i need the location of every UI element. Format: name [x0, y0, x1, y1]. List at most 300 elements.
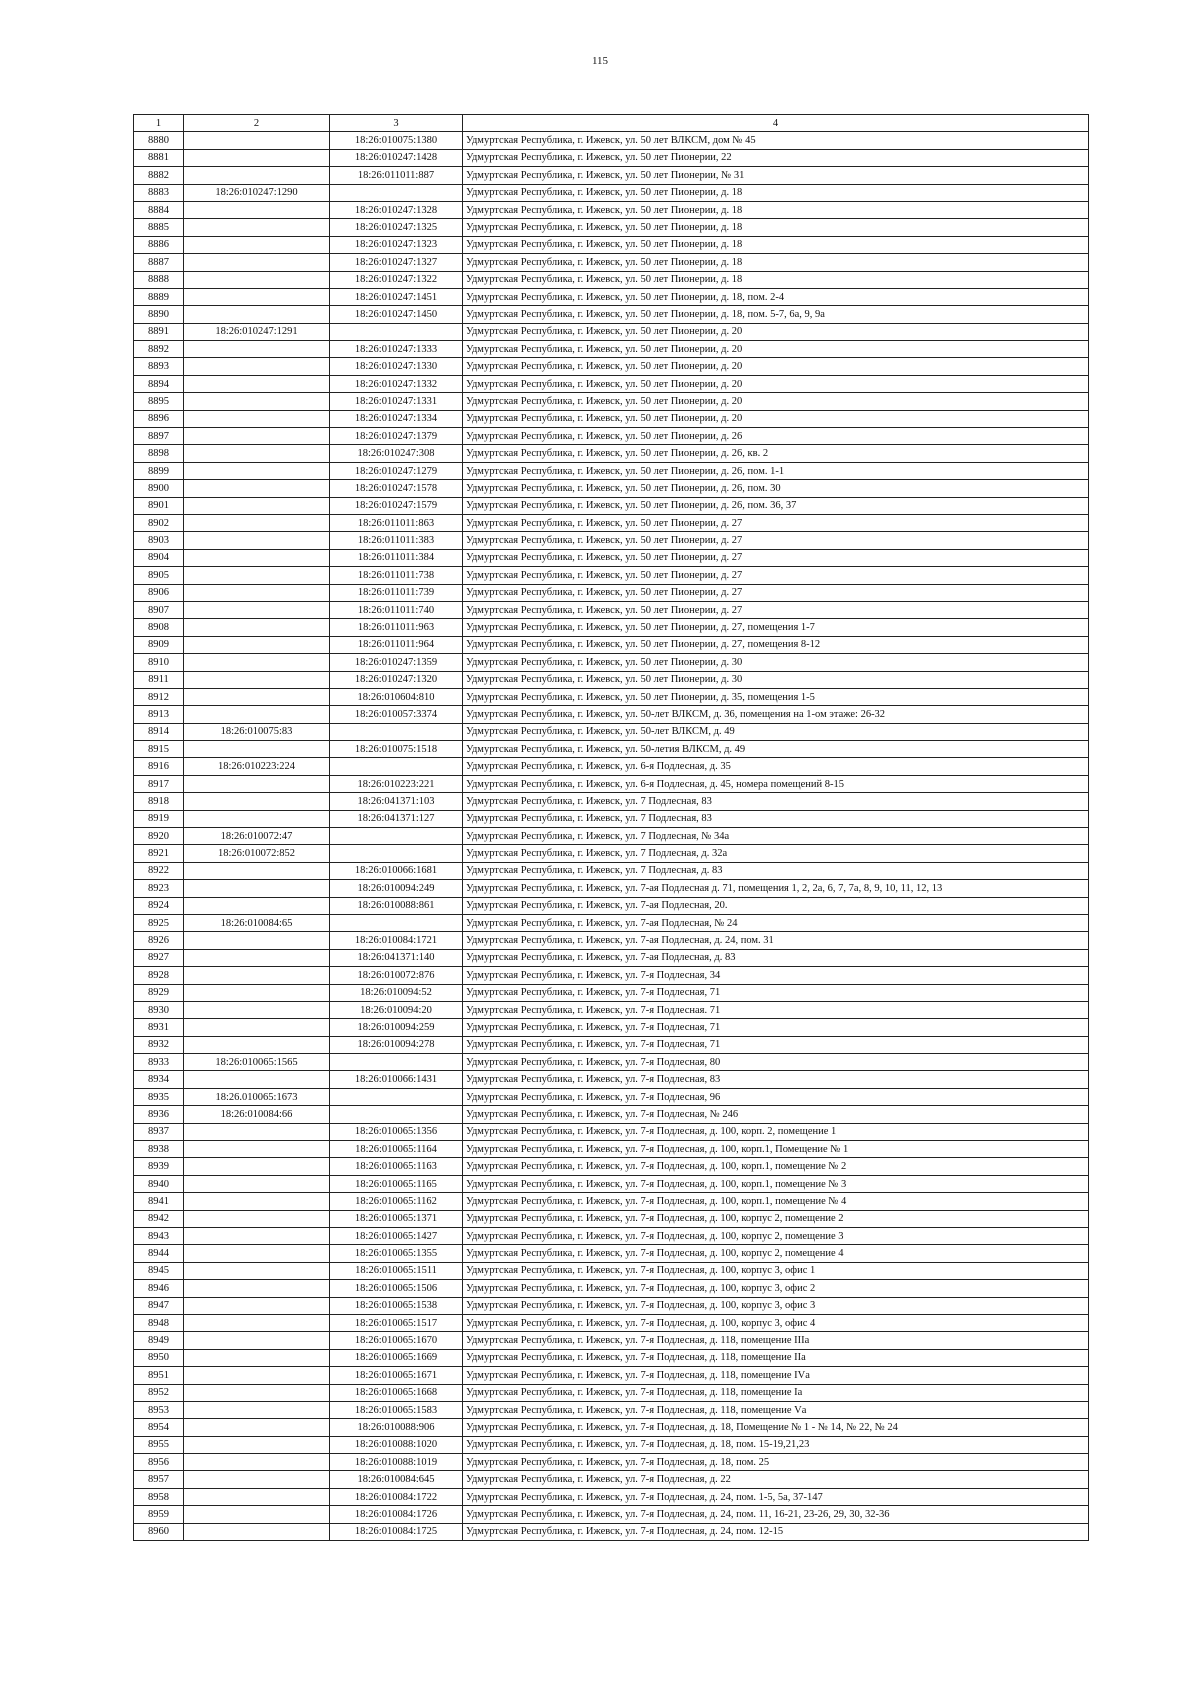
- table-row: [134, 375, 1089, 392]
- cadastral-number: 18:26:041371:127: [330, 810, 463, 827]
- address: Удмуртская Республика, г. Ижевск, ул. 50-лет ВЛКСМ, д. 36, помещения на 1-ом этаже: 26-32: [463, 706, 1089, 723]
- address: Удмуртская Республика, г. Ижевск, ул. 7-я Подлесная, д. 22: [463, 1471, 1089, 1488]
- table-row: [134, 793, 1089, 810]
- parcel-number: [184, 462, 330, 479]
- row-number: 8903: [134, 532, 184, 549]
- table-row: [134, 1019, 1089, 1036]
- cadastral-number: 18:26:010065:1164: [330, 1141, 463, 1158]
- address: Удмуртская Республика, г. Ижевск, ул. 7-я Подлесная, д. 118, помещение IIа: [463, 1349, 1089, 1366]
- row-number: 8917: [134, 775, 184, 792]
- cadastral-number: 18:26:010084:1725: [330, 1523, 463, 1540]
- cadastral-number: 18:26:041371:103: [330, 793, 463, 810]
- table-row: [134, 671, 1089, 688]
- table-row: [134, 288, 1089, 305]
- address: Удмуртская Республика, г. Ижевск, ул. 50 лет Пионерии, д. 18: [463, 271, 1089, 288]
- parcel-number: [184, 949, 330, 966]
- address: Удмуртская Республика, г. Ижевск, ул. 7-я Подлесная. 71: [463, 1001, 1089, 1018]
- table-row: [134, 688, 1089, 705]
- cadastral-number: 18:26:011011:863: [330, 514, 463, 531]
- parcel-number: [184, 1280, 330, 1297]
- cadastral-number: [330, 828, 463, 845]
- row-number: 8939: [134, 1158, 184, 1175]
- row-number: 8947: [134, 1297, 184, 1314]
- address: Удмуртская Республика, г. Ижевск, ул. 7-я Подлесная, д. 118, помещение IIIа: [463, 1332, 1089, 1349]
- parcel-number: [184, 880, 330, 897]
- address: Удмуртская Республика, г. Ижевск, ул. 7-ая Подлесная, д. 83: [463, 949, 1089, 966]
- table-row: [134, 1436, 1089, 1453]
- table-header-row: [134, 115, 1089, 132]
- table-row: [134, 775, 1089, 792]
- table-row: [134, 341, 1089, 358]
- row-number: 8952: [134, 1384, 184, 1401]
- cadastral-number: 18:26:010247:1359: [330, 654, 463, 671]
- address: Удмуртская Республика, г. Ижевск, ул. 7-я Подлесная, 71: [463, 1036, 1089, 1053]
- address: Удмуртская Республика, г. Ижевск, ул. 50 лет Пионерии, д. 18: [463, 219, 1089, 236]
- address: Удмуртская Республика, г. Ижевск, ул. 7-ая Подлесная д. 71, помещения 1, 2, 2а, 6, 7, 7а, 8, 9, 10, 11, 12, 13: [463, 880, 1089, 897]
- table-row: [134, 1349, 1089, 1366]
- table-row: [134, 254, 1089, 271]
- cadastral-number: 18:26:010065:1583: [330, 1401, 463, 1418]
- parcel-number: [184, 810, 330, 827]
- parcel-number: [184, 393, 330, 410]
- row-number: 8885: [134, 219, 184, 236]
- row-number: 8894: [134, 375, 184, 392]
- cadastral-number: 18:26:010065:1427: [330, 1228, 463, 1245]
- parcel-number: [184, 1193, 330, 1210]
- row-number: 8951: [134, 1367, 184, 1384]
- row-number: 8954: [134, 1419, 184, 1436]
- address: Удмуртская Республика, г. Ижевск, ул. 50 лет Пионерии, № 31: [463, 167, 1089, 184]
- address: Удмуртская Республика, г. Ижевск, ул. 6-я Подлесная, д. 35: [463, 758, 1089, 775]
- address: Удмуртская Республика, г. Ижевск, ул. 7 Подлесная, 83: [463, 810, 1089, 827]
- address: Удмуртская Республика, г. Ижевск, ул. 50 лет Пионерии, д. 20: [463, 341, 1089, 358]
- row-number: 8897: [134, 428, 184, 445]
- cadastral-number: 18:26:010094:259: [330, 1019, 463, 1036]
- address: Удмуртская Республика, г. Ижевск, ул. 7-я Подлесная, д. 24, пом. 12-15: [463, 1523, 1089, 1540]
- row-number: 8944: [134, 1245, 184, 1262]
- cadastral-number: 18:26:010065:1670: [330, 1332, 463, 1349]
- parcel-number: 18:26:010084:66: [184, 1106, 330, 1123]
- cadastral-number: 18:26:010072:876: [330, 967, 463, 984]
- table-row: [134, 967, 1089, 984]
- table-row: [134, 480, 1089, 497]
- table-row: [134, 1401, 1089, 1418]
- cadastral-number: 18:26:010065:1355: [330, 1245, 463, 1262]
- row-number: 8953: [134, 1401, 184, 1418]
- cadastral-number: 18:26:010084:1721: [330, 932, 463, 949]
- parcel-number: 18:26:010084:65: [184, 914, 330, 931]
- table-row: [134, 654, 1089, 671]
- cadastral-number: 18:26:010065:1538: [330, 1297, 463, 1314]
- parcel-number: [184, 236, 330, 253]
- row-number: 8936: [134, 1106, 184, 1123]
- parcel-number: [184, 1401, 330, 1418]
- table-row: [134, 1314, 1089, 1331]
- row-number: 8911: [134, 671, 184, 688]
- address: Удмуртская Республика, г. Ижевск, ул. 50 лет Пионерии, д. 35, помещения 1-5: [463, 688, 1089, 705]
- parcel-number: [184, 132, 330, 149]
- parcel-number: [184, 584, 330, 601]
- cadastral-number: [330, 914, 463, 931]
- address: Удмуртская Республика, г. Ижевск, ул. 50 лет Пионерии, д. 20: [463, 375, 1089, 392]
- row-number: 8929: [134, 984, 184, 1001]
- parcel-number: [184, 1141, 330, 1158]
- parcel-number: [184, 775, 330, 792]
- parcel-number: [184, 967, 330, 984]
- row-number: 8923: [134, 880, 184, 897]
- table-row: [134, 1523, 1089, 1540]
- row-number: 8893: [134, 358, 184, 375]
- table-row: [134, 1054, 1089, 1071]
- row-number: 8946: [134, 1280, 184, 1297]
- cadastral-number: 18:26:010088:1019: [330, 1454, 463, 1471]
- row-number: 8914: [134, 723, 184, 740]
- row-number: 8950: [134, 1349, 184, 1366]
- table-row: [134, 1297, 1089, 1314]
- table-row: [134, 1471, 1089, 1488]
- table-row: [134, 1245, 1089, 1262]
- table-row: [134, 1367, 1089, 1384]
- parcel-number: [184, 341, 330, 358]
- cadastral-number: 18:26:010088:1020: [330, 1436, 463, 1453]
- parcel-number: [184, 1158, 330, 1175]
- cadastral-number: 18:26:010094:20: [330, 1001, 463, 1018]
- address: Удмуртская Республика, г. Ижевск, ул. 50 лет Пионерии, д. 30: [463, 671, 1089, 688]
- row-number: 8934: [134, 1071, 184, 1088]
- table-row: [134, 810, 1089, 827]
- table-row: [134, 723, 1089, 740]
- table-row: [134, 1036, 1089, 1053]
- table-row: [134, 497, 1089, 514]
- address: Удмуртская Республика, г. Ижевск, ул. 50 лет Пионерии, д. 27: [463, 601, 1089, 618]
- address: Удмуртская Республика, г. Ижевск, ул. 50 лет Пионерии, д. 18: [463, 254, 1089, 271]
- cadastral-number: 18:26:011011:740: [330, 601, 463, 618]
- parcel-number: [184, 1001, 330, 1018]
- row-number: 8931: [134, 1019, 184, 1036]
- row-number: 8896: [134, 410, 184, 427]
- row-number: 8916: [134, 758, 184, 775]
- row-number: 8902: [134, 514, 184, 531]
- table-row: [134, 1506, 1089, 1523]
- parcel-number: 18:26:010072:47: [184, 828, 330, 845]
- cadastral-number: 18:26:010065:1668: [330, 1384, 463, 1401]
- row-number: 8926: [134, 932, 184, 949]
- parcel-number: [184, 897, 330, 914]
- table-row: [134, 1193, 1089, 1210]
- row-number: 8907: [134, 601, 184, 618]
- row-number: 8921: [134, 845, 184, 862]
- table-row: [134, 1384, 1089, 1401]
- table-row: [134, 1488, 1089, 1505]
- table-body: [134, 132, 1089, 1541]
- row-number: 8930: [134, 1001, 184, 1018]
- parcel-number: [184, 375, 330, 392]
- row-number: 8913: [134, 706, 184, 723]
- table-row: [134, 271, 1089, 288]
- cadastral-number: 18:26:010065:1669: [330, 1349, 463, 1366]
- row-number: 8901: [134, 497, 184, 514]
- parcel-number: [184, 445, 330, 462]
- table-row: [134, 567, 1089, 584]
- address: Удмуртская Республика, г. Ижевск, ул. 7-я Подлесная, 71: [463, 1019, 1089, 1036]
- parcel-number: [184, 1245, 330, 1262]
- parcel-number: [184, 1436, 330, 1453]
- parcel-number: [184, 1419, 330, 1436]
- parcel-number: [184, 671, 330, 688]
- address: Удмуртская Республика, г. Ижевск, ул. 7-ая Подлесная, № 24: [463, 914, 1089, 931]
- cadastral-number: [330, 758, 463, 775]
- address: Удмуртская Республика, г. Ижевск, ул. 7-я Подлесная, д. 100, корп. 2, помещение 1: [463, 1123, 1089, 1140]
- cadastral-number: 18:26:010247:1451: [330, 288, 463, 305]
- parcel-number: [184, 149, 330, 166]
- table-row: [134, 514, 1089, 531]
- parcel-number: [184, 271, 330, 288]
- row-number: 8899: [134, 462, 184, 479]
- table-row: [134, 914, 1089, 931]
- row-number: 8884: [134, 201, 184, 218]
- cadastral-number: 18:26:011011:739: [330, 584, 463, 601]
- cadastral-number: 18:26:010247:308: [330, 445, 463, 462]
- row-number: 8898: [134, 445, 184, 462]
- cadastral-number: 18:26:010094:52: [330, 984, 463, 1001]
- row-number: 8888: [134, 271, 184, 288]
- table-row: [134, 1001, 1089, 1018]
- address: Удмуртская Республика, г. Ижевск, ул. 50 лет Пионерии, д. 27, помещения 8-12: [463, 636, 1089, 653]
- address: Удмуртская Республика, г. Ижевск, ул. 7-я Подлесная, д. 100, корп.1, помещение № 4: [463, 1193, 1089, 1210]
- parcel-number: [184, 741, 330, 758]
- parcel-number: 18:26:010223:224: [184, 758, 330, 775]
- table-row: [134, 219, 1089, 236]
- cadastral-number: 18:26:010247:1327: [330, 254, 463, 271]
- parcel-number: [184, 1297, 330, 1314]
- table-row: [134, 636, 1089, 653]
- parcel-number: [184, 1471, 330, 1488]
- cadastral-number: 18:26:010247:1379: [330, 428, 463, 445]
- cadastral-number: 18:26:010094:249: [330, 880, 463, 897]
- cadastral-number: 18:26:010065:1511: [330, 1262, 463, 1279]
- table-row: [134, 149, 1089, 166]
- cadastral-number: 18:26:010084:1726: [330, 1506, 463, 1523]
- address: Удмуртская Республика, г. Ижевск, ул. 7-я Подлесная, д. 118, помещение Iа: [463, 1384, 1089, 1401]
- table-row: [134, 1262, 1089, 1279]
- cadastral-number: 18:26:010094:278: [330, 1036, 463, 1053]
- address: Удмуртская Республика, г. Ижевск, ул. 50 лет Пионерии, д. 26, пом. 30: [463, 480, 1089, 497]
- parcel-number: 18:26.010065:1673: [184, 1088, 330, 1105]
- cadastral-number: 18:26:010247:1325: [330, 219, 463, 236]
- cadastral-number: 18:26:010247:1332: [330, 375, 463, 392]
- address: Удмуртская Республика, г. Ижевск, ул. 50 лет Пионерии, д. 26: [463, 428, 1089, 445]
- parcel-number: [184, 1367, 330, 1384]
- cadastral-number: 18:26:010075:1380: [330, 132, 463, 149]
- parcel-number: [184, 1454, 330, 1471]
- parcel-number: [184, 410, 330, 427]
- cadastral-number: [330, 184, 463, 201]
- cadastral-number: 18:26:010247:1320: [330, 671, 463, 688]
- parcel-number: [184, 1071, 330, 1088]
- cadastral-number: [330, 723, 463, 740]
- table-row: [134, 706, 1089, 723]
- cadastral-number: 18:26:010057:3374: [330, 706, 463, 723]
- row-number: 8886: [134, 236, 184, 253]
- cadastral-number: 18:26:011011:384: [330, 549, 463, 566]
- table-row: [134, 758, 1089, 775]
- parcel-number: [184, 1384, 330, 1401]
- parcel-number: [184, 1228, 330, 1245]
- address: Удмуртская Республика, г. Ижевск, ул. 7-я Подлесная, 80: [463, 1054, 1089, 1071]
- address: Удмуртская Республика, г. Ижевск, ул. 7-я Подлесная, д. 100, корпус 3, офис 1: [463, 1262, 1089, 1279]
- table-row: [134, 601, 1089, 618]
- parcel-number: [184, 1523, 330, 1540]
- parcel-number: [184, 497, 330, 514]
- table-row: [134, 1228, 1089, 1245]
- address: Удмуртская Республика, г. Ижевск, ул. 50 лет Пионерии, 22: [463, 149, 1089, 166]
- parcel-number: [184, 428, 330, 445]
- parcel-number: [184, 654, 330, 671]
- address: Удмуртская Республика, г. Ижевск, ул. 50 лет Пионерии, д. 27: [463, 514, 1089, 531]
- address: Удмуртская Республика, г. Ижевск, ул. 50 лет Пионерии, д. 27: [463, 532, 1089, 549]
- row-number: 8891: [134, 323, 184, 340]
- cadastral-number: [330, 323, 463, 340]
- address: Удмуртская Республика, г. Ижевск, ул. 7-я Подлесная, д. 24, пом. 11, 16-21, 23-26, 29, 30, 32-36: [463, 1506, 1089, 1523]
- table-row: [134, 358, 1089, 375]
- address: Удмуртская Республика, г. Ижевск, ул. 7-я Подлесная, д. 100, корпус 2, помещение 3: [463, 1228, 1089, 1245]
- cadastral-number: 18:26:010075:1518: [330, 741, 463, 758]
- header-col-4: 4: [463, 115, 1089, 132]
- cadastral-number: [330, 845, 463, 862]
- table-row: [134, 1175, 1089, 1192]
- row-number: 8949: [134, 1332, 184, 1349]
- cadastral-number: 18:26:010065:1517: [330, 1314, 463, 1331]
- table-row: [134, 1088, 1089, 1105]
- table-row: [134, 880, 1089, 897]
- table-row: [134, 132, 1089, 149]
- table-row: [134, 584, 1089, 601]
- table-row: [134, 984, 1089, 1001]
- parcel-number: [184, 480, 330, 497]
- cadastral-number: 18:26:010088:906: [330, 1419, 463, 1436]
- row-number: 8889: [134, 288, 184, 305]
- row-number: 8904: [134, 549, 184, 566]
- table-row: [134, 1280, 1089, 1297]
- address: Удмуртская Республика, г. Ижевск, ул. 7-я Подлесная, д. 18, Помещение № 1 - № 14, № 22, № 24: [463, 1419, 1089, 1436]
- parcel-number: [184, 601, 330, 618]
- address: Удмуртская Республика, г. Ижевск, ул. 50 лет Пионерии, д. 26, кв. 2: [463, 445, 1089, 462]
- row-number: 8956: [134, 1454, 184, 1471]
- address: Удмуртская Республика, г. Ижевск, ул. 7 Подлесная, № 34а: [463, 828, 1089, 845]
- row-number: 8920: [134, 828, 184, 845]
- table-row: [134, 862, 1089, 879]
- table-row: [134, 1123, 1089, 1140]
- table-row: [134, 845, 1089, 862]
- address: Удмуртская Республика, г. Ижевск, ул. 7-я Подлесная, д. 18, пом. 15-19,21,23: [463, 1436, 1089, 1453]
- row-number: 8937: [134, 1123, 184, 1140]
- address: Удмуртская Республика, г. Ижевск, ул. 50 лет Пионерии, д. 20: [463, 410, 1089, 427]
- row-number: 8900: [134, 480, 184, 497]
- cadastral-number: 18:26:010065:1371: [330, 1210, 463, 1227]
- row-number: 8915: [134, 741, 184, 758]
- address: Удмуртская Республика, г. Ижевск, ул. 50 лет Пионерии, д. 27: [463, 584, 1089, 601]
- cadastral-number: 18:26:010084:1722: [330, 1488, 463, 1505]
- table-row: [134, 410, 1089, 427]
- parcel-number: [184, 706, 330, 723]
- table-row: [134, 428, 1089, 445]
- parcel-number: [184, 514, 330, 531]
- parcel-number: [184, 932, 330, 949]
- cadastral-number: 18:26:011011:964: [330, 636, 463, 653]
- row-number: 8922: [134, 862, 184, 879]
- address: Удмуртская Республика, г. Ижевск, ул. 7-я Подлесная, д. 100, корпус 2, помещение 4: [463, 1245, 1089, 1262]
- table-row: [134, 462, 1089, 479]
- row-number: 8890: [134, 306, 184, 323]
- table-row: [134, 1071, 1089, 1088]
- cadastral-number: 18:26:010604:810: [330, 688, 463, 705]
- address: Удмуртская Республика, г. Ижевск, ул. 7 Подлесная, д. 32а: [463, 845, 1089, 862]
- row-number: 8960: [134, 1523, 184, 1540]
- parcel-number: [184, 219, 330, 236]
- cadastral-number: 18:26:010247:1334: [330, 410, 463, 427]
- address: Удмуртская Республика, г. Ижевск, ул. 7 Подлесная, д. 83: [463, 862, 1089, 879]
- row-number: 8887: [134, 254, 184, 271]
- address: Удмуртская Республика, г. Ижевск, ул. 50 лет Пионерии, д. 26, пом. 1-1: [463, 462, 1089, 479]
- parcel-number: [184, 1332, 330, 1349]
- parcel-number: 18:26:010247:1291: [184, 323, 330, 340]
- row-number: 8883: [134, 184, 184, 201]
- parcel-number: 18:26:010075:83: [184, 723, 330, 740]
- address: Удмуртская Республика, г. Ижевск, ул. 7-я Подлесная, д. 100, корп.1, Помещение № 1: [463, 1141, 1089, 1158]
- address: Удмуртская Республика, г. Ижевск, ул. 50 лет Пионерии, д. 27: [463, 549, 1089, 566]
- cadastral-number: 18:26:010066:1681: [330, 862, 463, 879]
- cadastral-number: 18:26:010065:1165: [330, 1175, 463, 1192]
- cadastral-number: 18:26:010247:1279: [330, 462, 463, 479]
- cadastral-number: 18:26:010223:221: [330, 775, 463, 792]
- address: Удмуртская Республика, г. Ижевск, ул. 50 лет Пионерии, д. 20: [463, 393, 1089, 410]
- table-row: [134, 236, 1089, 253]
- cadastral-number: [330, 1088, 463, 1105]
- address: Удмуртская Республика, г. Ижевск, ул. 50 лет Пионерии, д. 18, пом. 5-7, 6а, 9, 9а: [463, 306, 1089, 323]
- address: Удмуртская Республика, г. Ижевск, ул. 7-я Подлесная, 71: [463, 984, 1089, 1001]
- address: Удмуртская Республика, г. Ижевск, ул. 50 лет Пионерии, д. 27, помещения 1-7: [463, 619, 1089, 636]
- table-row: [134, 932, 1089, 949]
- cadastral-number: 18:26:010065:1671: [330, 1367, 463, 1384]
- row-number: 8935: [134, 1088, 184, 1105]
- row-number: 8928: [134, 967, 184, 984]
- row-number: 8881: [134, 149, 184, 166]
- table-row: [134, 897, 1089, 914]
- table-row: [134, 323, 1089, 340]
- parcel-number: [184, 201, 330, 218]
- address: Удмуртская Республика, г. Ижевск, ул. 7-я Подлесная, д. 100, корп.1, помещение № 2: [463, 1158, 1089, 1175]
- address: Удмуртская Республика, г. Ижевск, ул. 50 лет Пионерии, д. 20: [463, 323, 1089, 340]
- parcel-number: [184, 254, 330, 271]
- parcel-number: [184, 1349, 330, 1366]
- address: Удмуртская Республика, г. Ижевск, ул. 7-я Подлесная, д. 100, корпус 3, офис 4: [463, 1314, 1089, 1331]
- row-number: 8938: [134, 1141, 184, 1158]
- address: Удмуртская Республика, г. Ижевск, ул. 50 лет Пионерии, д. 26, пом. 36, 37: [463, 497, 1089, 514]
- parcel-number: 18:26:010072:852: [184, 845, 330, 862]
- parcel-number: [184, 167, 330, 184]
- parcel-number: [184, 532, 330, 549]
- address: Удмуртская Республика, г. Ижевск, ул. 7-я Подлесная, д. 100, корпус 2, помещение 2: [463, 1210, 1089, 1227]
- row-number: 8955: [134, 1436, 184, 1453]
- row-number: 8919: [134, 810, 184, 827]
- parcel-number: [184, 1210, 330, 1227]
- header-col-1: 1: [134, 115, 184, 132]
- address: Удмуртская Республика, г. Ижевск, ул. 7-я Подлесная, д. 100, корп.1, помещение № 3: [463, 1175, 1089, 1192]
- cadastral-number: 18:26:010065:1506: [330, 1280, 463, 1297]
- parcel-number: [184, 793, 330, 810]
- parcel-number: [184, 1019, 330, 1036]
- address: Удмуртская Республика, г. Ижевск, ул. 7-я Подлесная, 83: [463, 1071, 1089, 1088]
